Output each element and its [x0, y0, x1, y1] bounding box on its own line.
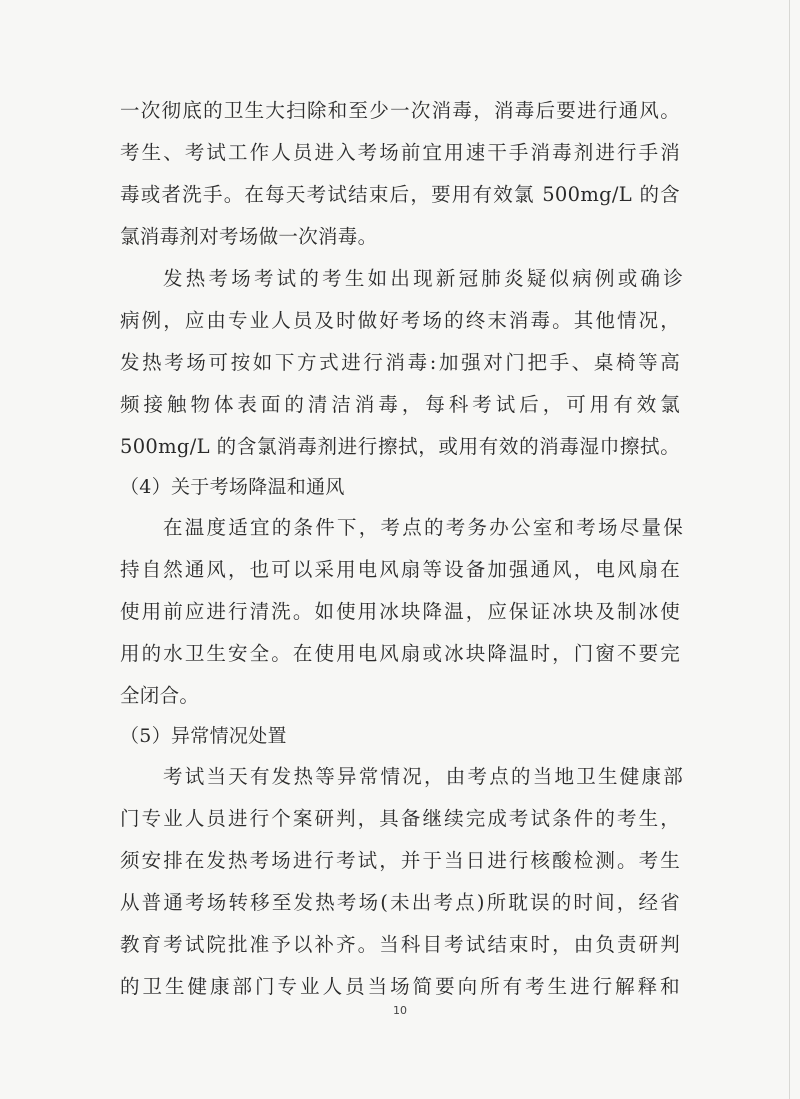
text-line: 氯消毒剂对考场做一次消毒。 — [120, 225, 378, 248]
text-line: 考试当天有发热等异常情况，由考点的当地卫生健康部 — [163, 765, 683, 788]
scan-edge — [789, 0, 790, 1099]
text-line: 毒或者洗手。在每天考试结束后，要用有效氯 500mg/L 的含 — [120, 183, 680, 206]
text-line: 500mg/L 的含氯消毒剂进行擦拭，或用有效的消毒湿巾擦拭。 — [120, 435, 680, 458]
text-line: 须安排在发热考场进行考试，并于当日进行核酸检测。考生 — [120, 849, 680, 872]
section-heading: （4）关于考场降温和通风 — [120, 476, 345, 498]
text-line: 一次彻底的卫生大扫除和至少一次消毒，消毒后要进行通风。 — [120, 99, 680, 122]
text-line: 持自然通风，也可以采用电风扇等设备加强通风，电风扇在 — [120, 558, 680, 581]
text-line: 发热考场考试的考生如出现新冠肺炎疑似病例或确诊 — [163, 267, 683, 290]
text-line: 病例，应由专业人员及时做好考场的终末消毒。其他情况， — [120, 309, 680, 332]
text-line: 考生、考试工作人员进入考场前宜用速干手消毒剂进行手消 — [120, 141, 680, 164]
text-line: 从普通考场转移至发热考场(未出考点)所耽误的时间，经省 — [120, 891, 680, 914]
text-line: 的卫生健康部门专业人员当场简要向所有考生进行解释和 — [120, 975, 680, 998]
text-line: 门专业人员进行个案研判，具备继续完成考试条件的考生， — [120, 807, 680, 830]
page-number: 10 — [393, 1004, 407, 1017]
text-line: 在温度适宜的条件下，考点的考务办公室和考场尽量保 — [163, 516, 683, 539]
text-line: 频接触物体表面的清洁消毒，每科考试后，可用有效氯 — [120, 393, 680, 416]
text-line: 教育考试院批准予以补齐。当科目考试结束时，由负责研判 — [120, 933, 680, 956]
text-line: 全闭合。 — [120, 684, 200, 707]
text-line: 用的水卫生安全。在使用电风扇或冰块降温时，门窗不要完 — [120, 642, 680, 665]
section-heading: （5）异常情况处置 — [120, 725, 287, 747]
text-line: 使用前应进行清洗。如使用冰块降温，应保证冰块及制冰使 — [120, 600, 680, 623]
text-line: 发热考场可按如下方式进行消毒:加强对门把手、桌椅等高 — [120, 351, 680, 374]
